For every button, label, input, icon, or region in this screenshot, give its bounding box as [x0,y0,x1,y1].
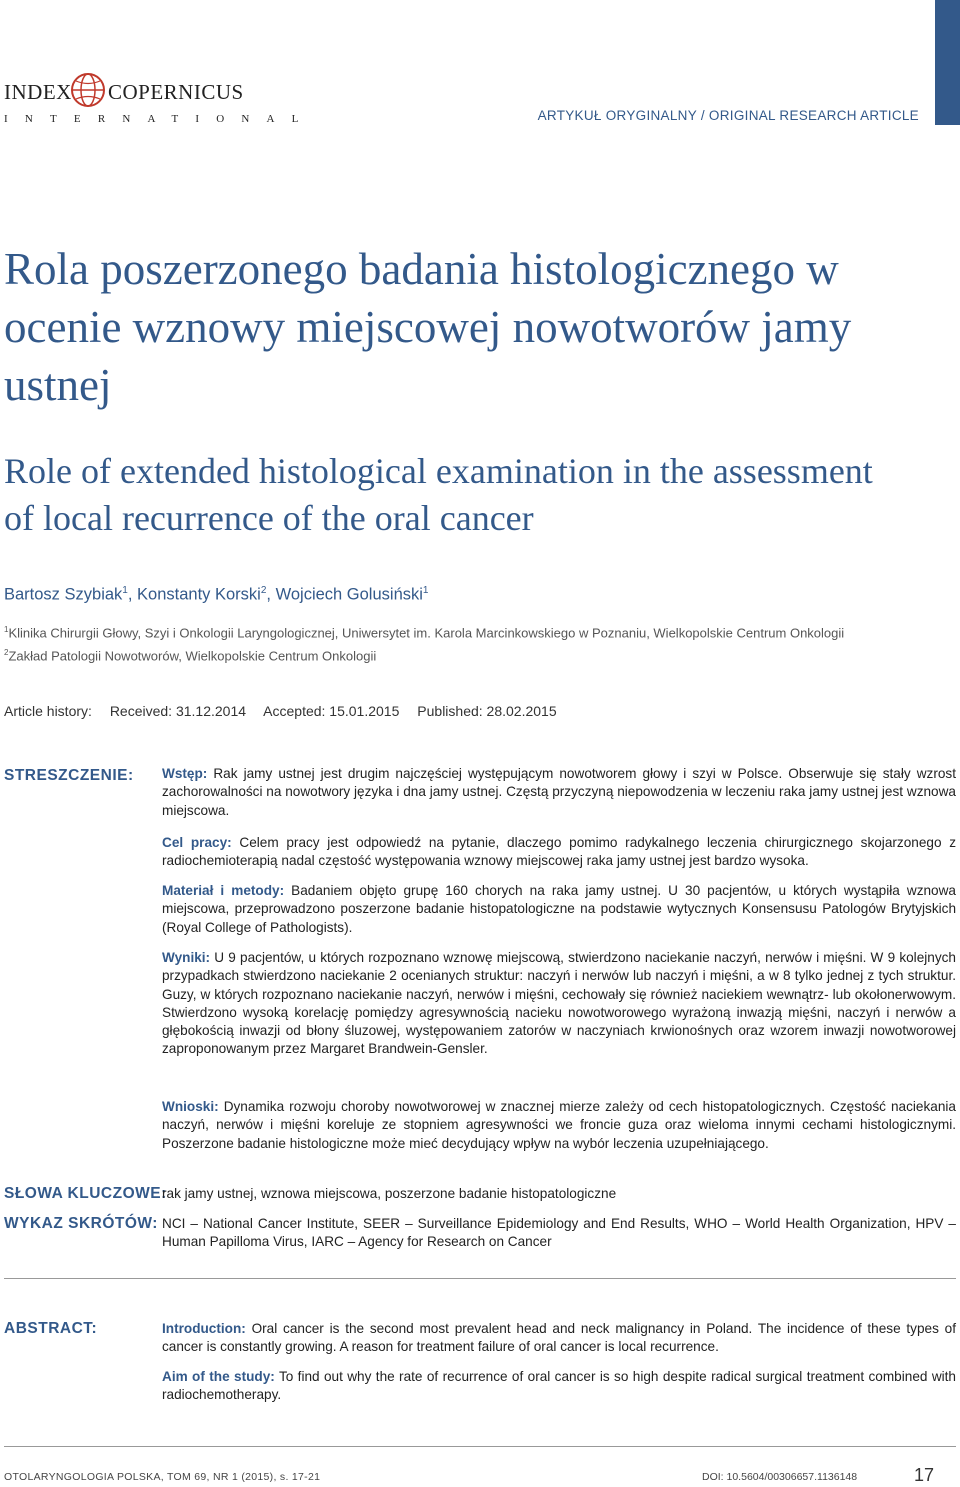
title-polish: Rola poszerzonego badania histologicznego w ocenie wznowy miejscowej nowotworów jamy ustnej [4,244,852,410]
wnioski-heading: Wnioski: [162,1099,219,1114]
cel-text: Celem pracy jest odpowiedź na pytanie, dlaczego pomimo radykalnego leczenia chirurgicznego skojarzonego z radiochemioterapią nadal częstość występowania wznowy miejscowej raka jamy ustnej jest bardzo wysoka. [162,835,957,869]
doi: DOI: 10.5604/00306657.1136148 [702,1471,858,1483]
abbreviations-text: NCI – National Cancer Institute, SEER – Surveillance Epidemiology and End Results, WHO – World Health Organization, HPV – Human Papilloma Virus, IARC – Agency for Research on Cancer [162,1216,956,1250]
aim-heading: Aim of the study: [162,1369,275,1384]
streszczenie-wnioski [162,1098,956,1153]
affiliation-2-text: Zakład Patologii Nowotworów, Wielkopolskie Centrum Onkologii [8,648,377,664]
metody-text: Badaniem objęto grupę 160 chorych na raka jamy ustnej. U 30 pacjentów, u których wystąpiła wznowa miejscowa, przeprowadzono poszerzone badanie histopatologiczne na podstawie wytycznych Konsensusu Patologów Brytyjskich (Royal College of Pathologists). [162,883,956,935]
author-3: , Wojciech Golusiński [266,585,423,604]
affiliation-1-text: Klinika Chirurgii Głowy, Szyi i Onkologii Laryngologicznej, Uniwersytet im. Karola Marcinkowskiego w Poznaniu, Wielkopolskie Centrum Onkologii [8,625,845,641]
title-english: Role of extended histological examination in the assessment of local recurrence of the oral cancer [4,451,873,538]
streszczenie-wstep [162,765,956,820]
logo-index-text: INDEX [4,80,72,104]
aim-text: To find out why the rate of recurrence of oral cancer is so high despite radical surgical treatment combined with radiochemotherapy. [162,1369,956,1403]
abbreviations-label: WYKAZ SKRÓTÓW: [4,1215,158,1232]
article-history [4,703,571,719]
authors [4,585,428,605]
section-divider [4,1278,956,1279]
logo-international-text: INTERNATIONAL [4,113,316,125]
history-accepted: Accepted: 15.01.2015 [263,703,400,719]
wnioski-text: Dynamika rozwoju choroby nowotworowej w znacznej mierze zależy od cech histopatologicznych. Częstość naciekania naczyń, nerwów i mięśni koreluje ze stopniem agresywności we froncie guza oraz wieloma innymi cechami histologicznymi. Poszerzone badanie histologiczne może mieć decydujący wpływ na wybór leczenia uzupełniającego. [162,1099,956,1151]
history-published: Published: 28.02.2015 [417,703,557,719]
header-accent-bar [935,0,960,125]
keywords-label: SŁOWA KLUCZOWE: [4,1185,167,1202]
page-number: 17 [913,1465,934,1485]
history-received: Received: 31.12.2014 [109,703,247,719]
author-3-sup: 1 [422,585,429,596]
wyniki-heading: Wyniki: [162,950,211,965]
wstep-text: Rak jamy ustnej jest drugim najczęściej występującym nowotworem głowy i szyi w Polsce. Obserwuje się stały wzrost zachorowalności na nowotwory języka i dna jamy ustnej. Częstą przyczyną niepowodzenia w leczeniu raka jamy ustnej jest wznowa miejscowa. [162,766,956,818]
streszczenie-cel [162,834,956,871]
article-type: ARTYKUŁ ORYGINALNY / ORIGINAL RESEARCH ARTICLE [537,108,919,123]
logo-copernicus-text: COPERNICUS [108,80,244,104]
affiliation-1-sup: 1 [4,625,9,634]
author-1-sup: 1 [122,585,128,596]
index-copernicus-logo [4,70,316,130]
introduction-heading: Introduction: [162,1321,246,1336]
affiliation-2-sup: 2 [4,648,9,657]
metody-heading: Materiał i metody: [162,883,285,898]
abstract-label: ABSTRACT: [4,1320,98,1337]
wyniki-text: U 9 pacjentów, u których rozpoznano wznowę miejscową, stwierdzono naciekanie naczyń, nerwów i mięśni. W 9 kolejnych przypadkach stwierdzono naciekanie 2 ocenianych struktur: naczyń i nerwów lub naczyń i mięśni, a w 8 tylko jednej z tych struktur. Guzy, w których rozpoznano naciekanie naczyń, nerwów i mięśni, cechowały się również naciekiem wewnątrz- lub okołonerwowym. Stwierdzono wysoką korelację pomiędzy agresywnością nacieku nowotworowego wyrażoną inwazją mięśni, naczyń i nerwów a głębokością inwazji od błony śluzowej, występowaniem zatorów w naczyniach krwionośnych oraz wzorem inwazji nowotworowej zaproponowanym przez Margaret Brandwein-Gensler. [162,950,956,1057]
cel-heading: Cel pracy: [162,835,232,850]
author-2: , Konstanty Korski [127,585,261,604]
abstract-introduction [162,1320,956,1357]
affiliation-1 [4,625,844,640]
introduction-text: Oral cancer is the second most prevalent head and neck malignancy in Poland. The incidence of these types of cancer is constantly growing. A reason for treatment failure of oral cancer is local recurrence. [162,1321,956,1355]
abstract-aim [162,1368,956,1405]
streszczenie-label: STRESZCZENIE: [4,767,134,784]
keywords-text: rak jamy ustnej, wznowa miejscowa, poszerzone badanie histopatologiczne [162,1186,617,1201]
globe-icon [68,70,108,110]
author-1: Bartosz Szybiak [4,585,123,604]
streszczenie-wyniki [162,949,956,1059]
affiliation-2 [4,648,376,663]
wstep-heading: Wstęp: [162,766,208,781]
author-2-sup: 2 [260,585,267,596]
history-label: Article history: [4,703,92,719]
footer-divider [4,1446,956,1447]
journal-citation: OTOLARYNGOLOGIA POLSKA, TOM 69, NR 1 (2015), s. 17-21 [4,1471,321,1483]
streszczenie-metody [162,882,956,937]
